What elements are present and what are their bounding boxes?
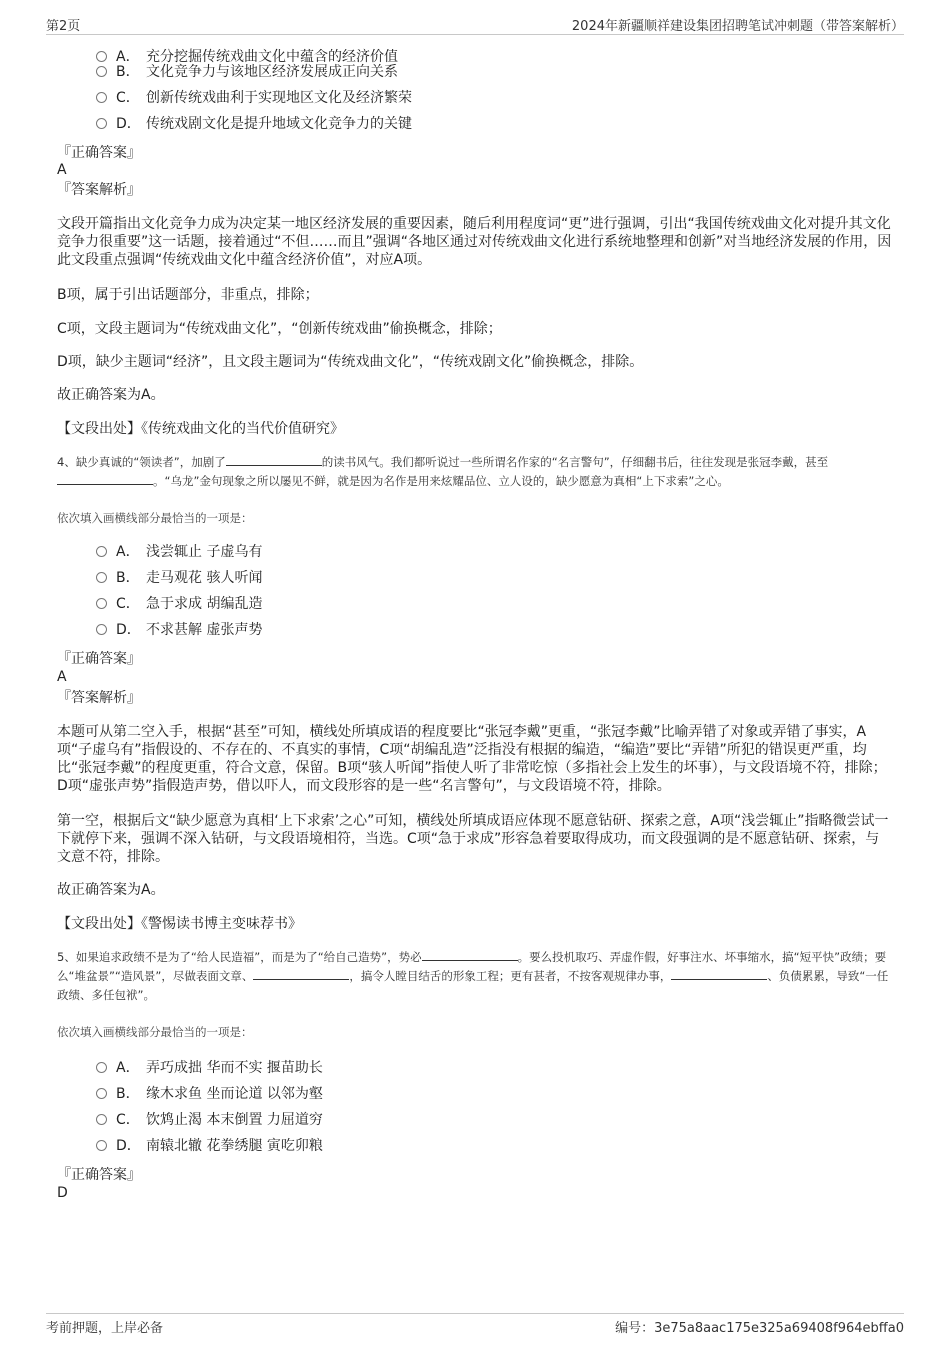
radio-icon[interactable] xyxy=(96,1088,107,1099)
q5-option-c[interactable]: C． 饮鸩止渴 本末倒置 力屈道穷 xyxy=(96,1111,323,1129)
fill-blank xyxy=(253,968,349,980)
q5-option-d[interactable]: D． 南辕北辙 花拳绣腿 寅吃卯粮 xyxy=(96,1137,323,1155)
q3-answer: A xyxy=(57,162,67,178)
page-number: 第2页 xyxy=(46,19,81,34)
document-title: 2024年新疆顺祥建设集团招聘笔试冲刺题（带答案解析） xyxy=(571,19,904,34)
q3-answer-label: 『正确答案』 xyxy=(57,145,141,161)
page-footer xyxy=(46,1313,904,1334)
fill-blank xyxy=(671,968,767,980)
q4-option-d[interactable]: D． 不求甚解 虚张声势 xyxy=(96,621,262,639)
q4-option-c[interactable]: C． 急于求成 胡编乱造 xyxy=(96,595,262,613)
q5-option-a[interactable]: A． 弄巧成拙 华而不实 揠苗助长 xyxy=(96,1059,323,1077)
q4-analysis-para: 本题可从第二空入手，根据“甚至”可知，横线处所填成语的程度要比“张冠李戴”更重，“张冠李戴”比喻弄错了对象或弄错了事实，A项“子虚乌有”指假设的、不存在的、不真实的事情，C项“胡编乱造”泛指没有根据的编造，“编造”要比“弄错”所犯的错误更严重，均比“张冠李戴”的程度更重，符合文意，保留。B项“骇人听闻”指使人听了非常吃惊（多指社会上发生的坏事），与文段语境不符，排除；D项“虚张声势”指假造声势，借以吓人，而文段形容的是一些“名言警句”，与文段语境不符，排除。 xyxy=(57,724,887,794)
q5-instruction: 依次填入画横线部分最恰当的一项是： xyxy=(57,1025,253,1039)
radio-icon[interactable] xyxy=(96,1114,107,1125)
q5-option-b[interactable]: B． 缘木求鱼 坐而论道 以邻为壑 xyxy=(96,1085,323,1103)
fill-blank xyxy=(226,454,322,466)
q4-source: 【文段出处】《警惕读书博主变味荐书》 xyxy=(57,916,302,932)
q3-analysis-para: D项，缺少主题词“经济”，且文段主题词为“传统戏曲文化”，“传统戏剧文化”偷换概念，排除。 xyxy=(57,354,644,370)
radio-icon[interactable] xyxy=(96,546,107,557)
q3-analysis-para: B项，属于引出话题部分，非重点，排除； xyxy=(57,287,319,303)
q4-instruction: 依次填入画横线部分最恰当的一项是： xyxy=(57,511,253,525)
q4-stem: 4、缺少真诚的“领读者”，加剧了 的读书风气。我们都听说过一些所谓名作家的“名言警句”，仔细翻书后，往往发现是张冠李戴，甚至。“乌龙”金句现象之所以屡见不鲜，就是因为名作是用来炫耀品位、立人设的，缺少愿意为真相“上下求索”之心。 xyxy=(57,455,829,488)
radio-icon[interactable] xyxy=(96,92,107,103)
q4-analysis-para: 故正确答案为A。 xyxy=(57,882,165,898)
radio-icon[interactable] xyxy=(96,66,107,77)
q3-analysis-para: 故正确答案为A。 xyxy=(57,387,165,403)
q5-answer: D xyxy=(57,1185,68,1201)
radio-icon[interactable] xyxy=(96,1140,107,1151)
q3-option-b[interactable]: B． 文化竞争力与该地区经济发展成正向关系 xyxy=(96,63,398,81)
page-header xyxy=(46,14,904,35)
q3-analysis-para: C项，文段主题词为“传统戏曲文化”，“创新传统戏曲”偷换概念，排除； xyxy=(57,321,502,337)
q3-source: 【文段出处】《传统戏曲文化的当代价值研究》 xyxy=(57,421,344,437)
footer-doc-id: 编号：3e75a8aac175e325a69408f964ebffa0 xyxy=(615,1321,904,1336)
radio-icon[interactable] xyxy=(96,1062,107,1073)
fill-blank xyxy=(57,473,153,485)
q5-answer-label: 『正确答案』 xyxy=(57,1167,141,1183)
q4-analysis-label: 『答案解析』 xyxy=(57,690,141,706)
q4-option-a[interactable]: A． 浅尝辄止 子虚乌有 xyxy=(96,543,262,561)
q3-option-d[interactable]: D． 传统戏剧文化是提升地域文化竞争力的关键 xyxy=(96,115,412,133)
footer-slogan: 考前押题，上岸必备 xyxy=(46,1321,164,1336)
q5-stem: 5、如果追求政绩不是为了“给人民造福”，而是为了“给自己造势”，势必 。要么投机取巧、弄虚作假，好事注水、坏事缩水，搞“短平快”政绩；要么“堆盆景”“造风景”，尽做表面文章、 ，搞令人瞠目结舌的形象工程；更有甚者，不按客观规律办事， 、负债累累，导致“一任政绩、多任包袱”。 xyxy=(57,950,889,1002)
radio-icon[interactable] xyxy=(96,598,107,609)
q3-option-c[interactable]: C． 创新传统戏曲利于实现地区文化及经济繁荣 xyxy=(96,89,412,107)
radio-icon[interactable] xyxy=(96,51,107,62)
q4-analysis-para: 第一空，根据后文“缺少愿意为真相‘上下求索’之心”可知，横线处所填成语应体现不愿意钻研、探索之意，A项“浅尝辄止”指略微尝试一下就停下来，强调不深入钻研，与文段语境相符，当选。C项“急于求成”形容急着要取得成功，而文段强调的是不愿意钻研、探索，与文意不符，排除。 xyxy=(57,813,889,865)
q3-analysis-para: 文段开篇指出文化竞争力成为决定某一地区经济发展的重要因素，随后利用程度词“更”进行强调，引出“我国传统戏曲文化对提升其文化竞争力很重要”这一话题，接着通过“不但……而且”强调“各地区通过对传统戏曲文化进行系统地整理和创新”对当地经济发展的作用，因此文段重点强调“传统戏曲文化中蕴含经济价值”，对应A项。 xyxy=(57,216,892,268)
q4-answer: A xyxy=(57,669,67,685)
radio-icon[interactable] xyxy=(96,624,107,635)
q3-option-a[interactable]: A． 充分挖掘传统戏曲文化中蕴含的经济价值 xyxy=(96,48,398,66)
radio-icon[interactable] xyxy=(96,572,107,583)
q3-analysis-label: 『答案解析』 xyxy=(57,182,141,198)
fill-blank xyxy=(422,949,518,961)
q4-option-b[interactable]: B． 走马观花 骇人听闻 xyxy=(96,569,262,587)
q4-answer-label: 『正确答案』 xyxy=(57,651,141,667)
radio-icon[interactable] xyxy=(96,118,107,129)
